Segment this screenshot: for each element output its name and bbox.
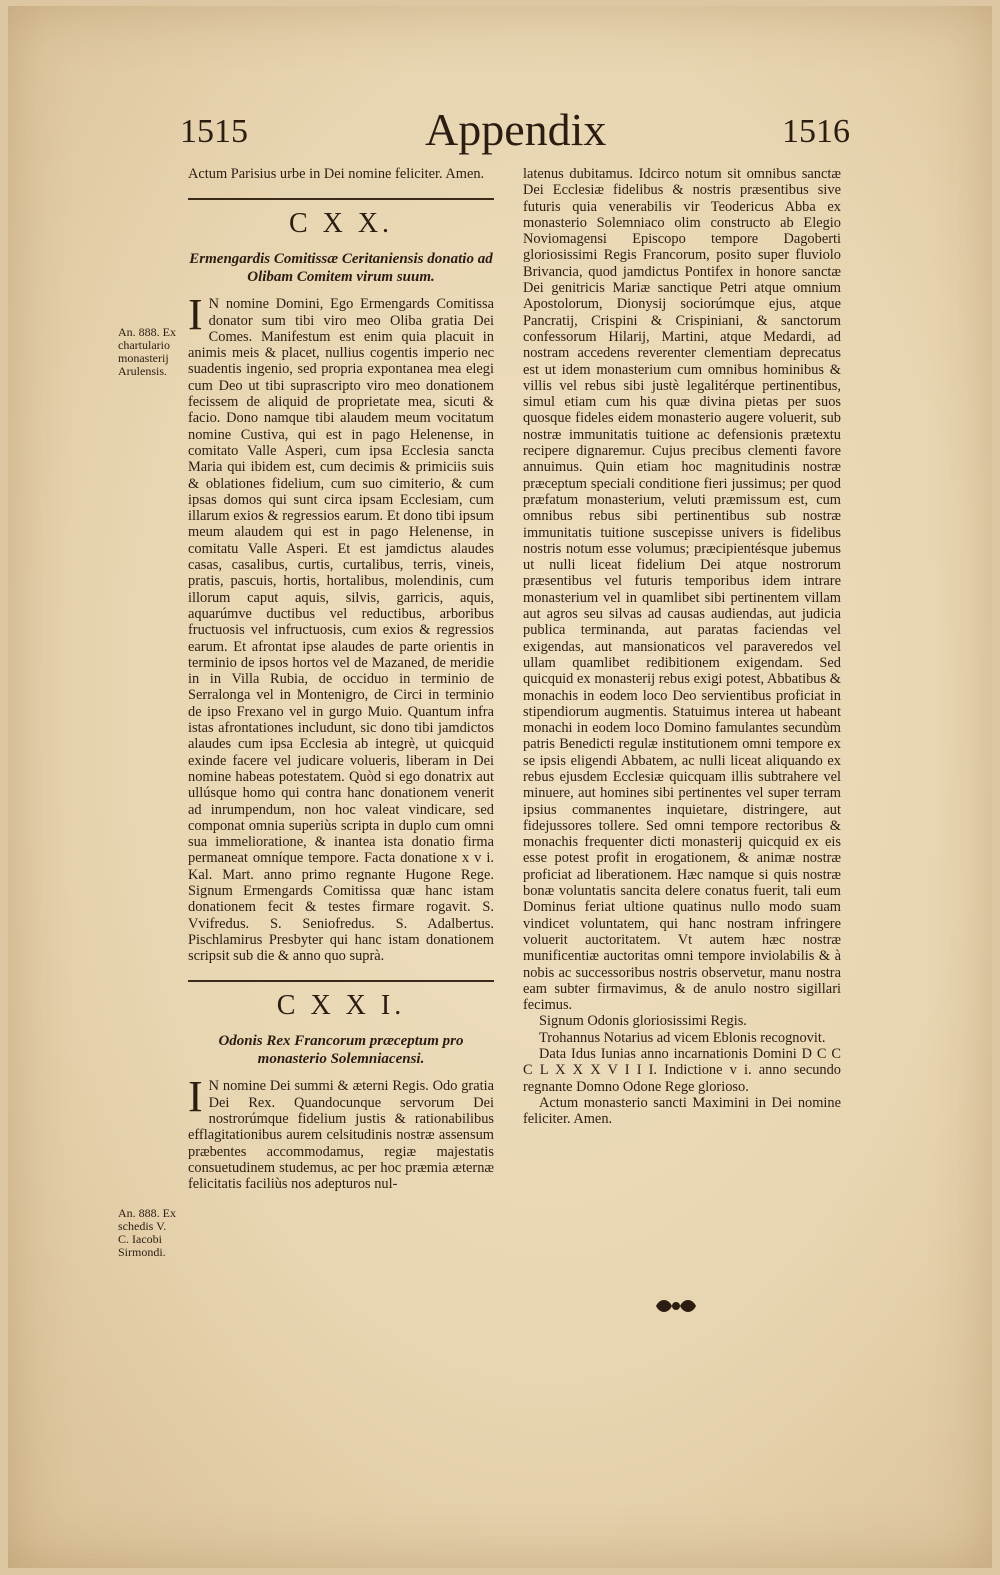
notary-line: Trohannus Notarius ad vicem Eblonis recognovit. xyxy=(539,1029,826,1046)
charter-text xyxy=(188,290,494,965)
page-number-left: 1515 xyxy=(180,113,248,150)
actum-clause: Actum monasterio sancti Maximini in Dei nomine feliciter. Amen. xyxy=(523,1094,841,1128)
section-number: C X X. xyxy=(288,208,394,240)
right-column xyxy=(523,166,841,1128)
section-divider xyxy=(188,198,494,200)
section-number: C X X I. xyxy=(276,990,406,1022)
charter-body: N nomine Dei summi & æterni Regis. Odo gratia Dei Rex. Quandocunque servorum Dei nostrorúmque fidelium justis & rationabilibus efflagitationibus aurem celsitudinis nostræ assensum præbentes accommodamus, regiæ majestatis consuetudinem studemus, ac per hoc præmia æternæ felicitatis faciliùs nos adepturos nul- xyxy=(188,1078,494,1193)
dating-clause: Data Idus Iunias anno incarnationis Domini D C C C L X X X V I I I. Indictione v i. anno secundo regnante Domno Odone Rege glorioso. xyxy=(523,1046,841,1095)
page-number-right: 1516 xyxy=(782,113,850,150)
closing-formula: Actum Parisius urbe in Dei nomine feliciter. Amen. xyxy=(188,166,485,182)
charter-body: N nomine Domini, Ego Ermengards Comitissa donator sum tibi viro meo Oliba gratia Dei Comes. Manifestum est enim quia placuit in animis meis & placet, nullius cogentis imperio nec suadentis ingenio, sed propria expontanea mea elegi cum Deo ut tibi suprascripto viro meo donationem fecissem de aliquid de proprietate mea, sicuti & facio. Dono namque tibi alaudem meum vocitatum nomine Custiva, qui est in pago Helenense, in comitato Valle Asperi, cum ipsa Ecclesia sancta Maria qui ibidem est, cum decimis & primiciis suis & oblationes fidelium, cum suo cimiterio, & cum ipsas domos qui sunt circa ipsam Ecclesiam, cum illarum exios & regressios earum. Et dono tibi ipsum meum alaudem qui est in pago Helenense, in comitatu Valle Asperi. Et est jamdictus alaudes casas, casalibus, curtis, curtalibus, terris, vineis, pratis, pascuis, hortis, hortalibus, molendinis, cum illorum caput aquis, silvis, garricis, aquis, aquarúmve ductibus vel reductibus, arboribus fructuosis vel infructuosis, cum exios & regressios earum. Et afrontat ipse alaudes de parte orientis in terminio de ipsos hortos vel de Mazaned, de meridie in in Villa Rubia, de occiduo in terminio de Serralonga vel in Montenigro, de Circi in terminio de ipso Frexano vel in gurgo Muio. Quantum infra istas afrontationes includunt, sic dono tibi jamdictos alaudes cum ipsa Ecclesia ab integrè, ut quicquid exinde facere vel judicare volueris, liberam in Dei nomine habeas potestatem. Quòd si ego donatrix aut ullúsque homo qui contra hanc donationem venerit ad inrumpendum, non hoc valeat vindicare, sed componat omnia superiùs scripta in duplo cum omni sua immelioratione, & inantea ista donatio firma permaneat omníque tempore. Facta donatione x v i. Kal. Mart. anno primo regnante Hugone Rege. Signum Ermengards Comitissa quæ hanc istam donationem fecit & testes firmare rogavit. S. Vvifredus. S. Seniofredus. S. Adalbertus. Pischlamirus Presbyter qui hanc istam donationem scripsit sub die & anno quo suprà. xyxy=(188,296,494,965)
charter-continuation: latenus dubitamus. Idcirco notum sit omnibus sanctæ Dei Ecclesiæ fidelibus & nostris præsentibus sive futuris quia venerabilis vir Teodericus Abba ex monasterio Solemniaco olim constructo ab Elegio Noviomagensi Episcopo tempore Dagoberti gloriosissimi Regis Francorum, posito super fluviolo Brivancia, quod jamdictus Pontifex in honore sanctæ Dei genitricis Mariæ sanctique Petri atque omnium Apostolorum, Dionysij sociorúmque ejus, atque Pancratij, Crispini & Crispiniani, & sanctorum confessorum Hilarij, Martini, atque Medardi, ad nostram accedens reverenter clementiam deprecatus est ut idem monasterium cum omnibus hominibus & villis vel rebus sibi justè legalitérque pertinentibus, simul etiam cum his quæ divina pietas per suos quosque fideles eidem monasterio augere voluerit, sub nostræ immunitatis tuitione ac defensionis prætextu recipere dignaremur. Cujus precibus clementi favore annuimus. Quin etiam hoc magnitudinis nostræ præceptum speciali conditione fieri jussimus; per quod præfatum monasterium, veluti præmissum est, cum omnibus rebus sibi pertinentibus sub nostræ immunitatis tuitione suscepisse univers is fidelibus nostris notum esse volumus; præcipientésque jubemus ut nulli liceat fidelium Dei atque nostrorum præsentibus vel futuris temporibus idem intrare monasterium vel in quamlibet sibi pertinentem villam aut agros seu silvas ad causas audiendas, aut judicia publica terminanda, aut paratas faciendas vel exigendas, aut mansionaticos vel paraveredos vel ullam quamlibet redibitionem exigendam. Sed quicquid ex monasterij rebus exigi potest, Abbatibus & monachis in eodem loco Deo servientibus proficiat in stipendiorum augmentis. Statuimus interea ut habeant monachi in eodem loco Domino famulantes secundùm patris Benedicti regulæ institutionem omni tempore ex se ipsis eligendi Abbatem, ac nulli liceat aliquando ex rebus ejusdem Ecclesiæ quicquam illis subtrahere vel minuere, aut homines sibi pertinentes vel super terram ipsius commanentes inquietare, distringere, aut fidejussores tollere. Sed omni tempore rectoribus & monachis frequenter dicti monasterij quicquid ex eis esse potest profit in erogationem, & animæ nostræ proficiat ad liberationem. Hæc namque si quis nostræ bonæ voluntatis sancita delere conatus fuerit, tali eum Dominus feriat ultione quatinus nullo modo suam vindicet voluntatem, qui hanc nostram infringere voluerit auctoritatem. Vt autem hæc nostræ munificentiæ auctoritas omni tempore inviolabilis & à nobis ac successoribus nostris observetur, manu nostra eam subter firmavimus, & de anulo nostro sigillari fecimus. xyxy=(523,166,841,1014)
margin-note: An. 888. Ex chartulario monasterij Arulensis. xyxy=(118,325,176,378)
section-divider xyxy=(188,980,494,982)
book-page xyxy=(8,6,992,1568)
drop-cap: I xyxy=(188,290,203,340)
running-title: Appendix xyxy=(425,104,607,155)
fleuron-ornament xyxy=(652,1296,700,1316)
left-column xyxy=(188,166,494,1193)
charter-text xyxy=(188,1072,494,1193)
section-title: Ermengardis Comitissæ Ceritaniensis donatio ad Olibam Comitem virum suum. xyxy=(189,251,493,286)
drop-cap: I xyxy=(188,1072,203,1122)
margin-note: An. 888. Ex schedis V. C. Iacobi Sirmondi. xyxy=(118,1206,176,1259)
section-title: Odonis Rex Francorum præceptum pro monasterio Solemniacensi. xyxy=(218,1033,464,1068)
signature-line: Signum Odonis gloriosissimi Regis. xyxy=(539,1013,747,1030)
